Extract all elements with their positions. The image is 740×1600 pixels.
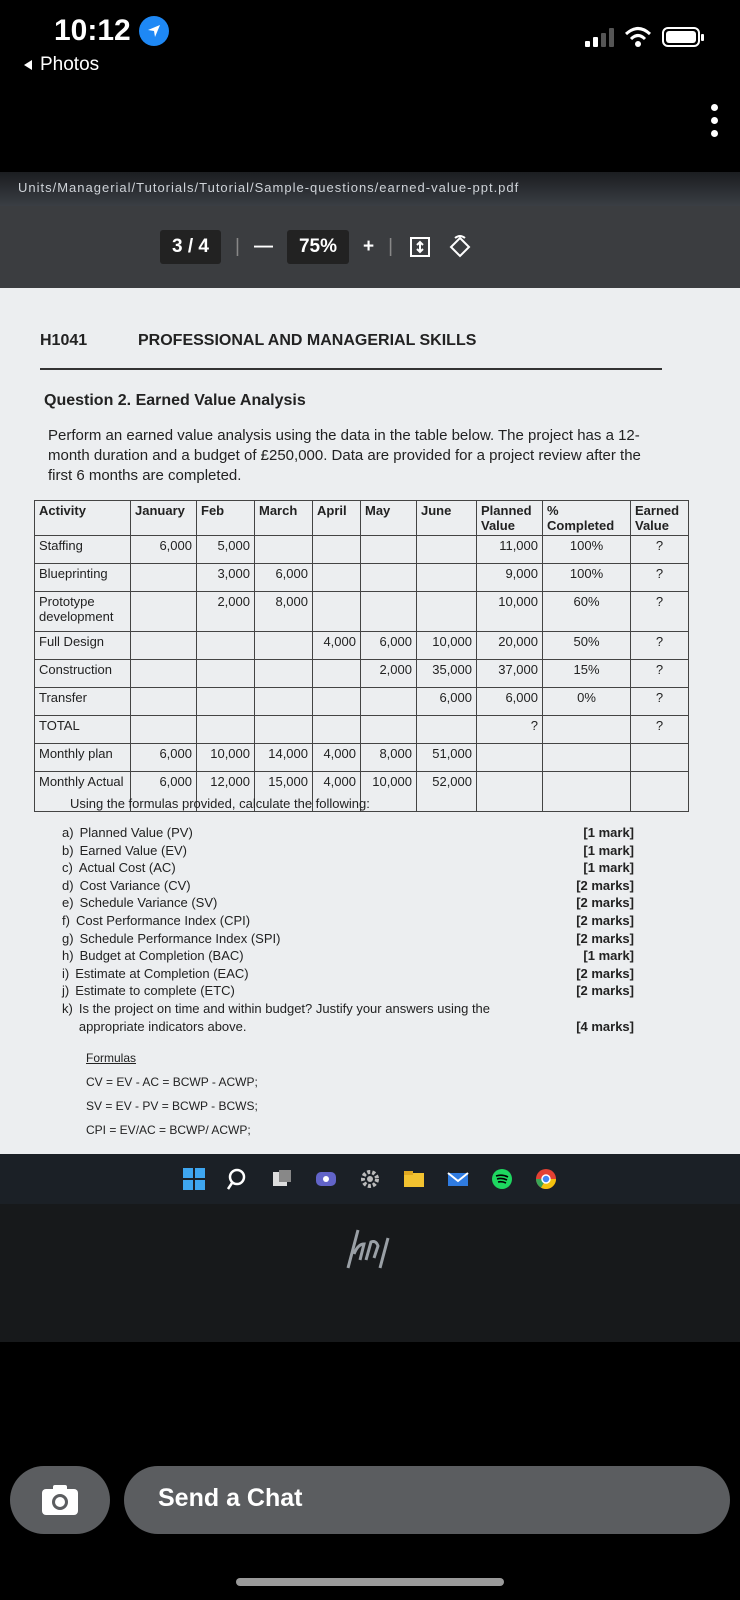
back-app-label: Photos — [40, 54, 100, 75]
table-cell — [361, 564, 417, 592]
task-marks: [2 marks] — [576, 895, 634, 911]
row-label-cell: Monthly plan — [35, 744, 131, 772]
table-cell — [417, 564, 477, 592]
hp-logo-icon — [336, 1224, 396, 1274]
table-cell: 12,000 — [197, 772, 255, 812]
table-row — [35, 592, 689, 632]
table-cell — [255, 688, 313, 716]
table-cell — [477, 772, 543, 812]
table-cell: 15,000 — [255, 772, 313, 812]
table-cell: 8,000 — [361, 744, 417, 772]
task-item: i) Estimate at Completion (EAC) [2 marks] — [62, 965, 634, 981]
table-cell: 9,000 — [477, 564, 543, 592]
table-cell: ? — [631, 688, 689, 716]
table-cell: 51,000 — [417, 744, 477, 772]
table-cell — [255, 716, 313, 744]
table-cell — [131, 660, 197, 688]
table-cell — [543, 772, 631, 812]
table-cell: 100% — [543, 536, 631, 564]
status-indicators — [585, 26, 700, 48]
table-cell — [313, 564, 361, 592]
table-header-row — [35, 501, 689, 536]
rotate-icon[interactable] — [447, 234, 473, 260]
table-cell: 10,000 — [417, 632, 477, 660]
table-cell — [313, 688, 361, 716]
table-cell — [131, 688, 197, 716]
table-cell — [417, 716, 477, 744]
table-cell — [197, 716, 255, 744]
task-marks: [1 mark] — [583, 860, 634, 876]
question-title: Question 2. Earned Value Analysis — [44, 392, 306, 409]
table-row — [35, 744, 689, 772]
table-cell: 52,000 — [417, 772, 477, 812]
table-cell — [543, 716, 631, 744]
wifi-icon — [624, 26, 652, 48]
table-cell: ? — [631, 660, 689, 688]
table-cell: ? — [631, 536, 689, 564]
formula-line: CPI = EV/AC = BCWP/ ACWP; — [86, 1123, 251, 1137]
table-cell: 11,000 — [477, 536, 543, 564]
table-cell: ? — [631, 564, 689, 592]
task-item: j) Estimate to complete (ETC) [2 marks] — [62, 983, 634, 999]
fit-page-icon[interactable] — [407, 234, 433, 260]
chat-bar — [10, 1466, 730, 1534]
table-cell: 20,000 — [477, 632, 543, 660]
col-header: June — [417, 501, 477, 536]
toolbar-divider: | — [388, 236, 394, 257]
toolbar-divider: | — [235, 236, 240, 257]
table-cell — [631, 772, 689, 812]
table-cell: 100% — [543, 564, 631, 592]
table-cell: 2,000 — [197, 592, 255, 632]
col-header: March — [255, 501, 313, 536]
instructions-text: Using the formulas provided, calculate the following: — [70, 796, 370, 811]
table-cell: 5,000 — [197, 536, 255, 564]
row-label-cell: Staffing — [35, 536, 131, 564]
task-marks: [1 mark] — [583, 842, 634, 858]
battery-icon — [662, 27, 700, 47]
table-cell: 3,000 — [197, 564, 255, 592]
row-label-cell: TOTAL — [35, 716, 131, 744]
zoom-out-button[interactable]: — — [253, 236, 273, 257]
header-divider — [40, 368, 662, 370]
task-list — [62, 824, 634, 1035]
table-cell — [417, 592, 477, 632]
task-marks: [1 mark] — [583, 825, 634, 840]
table-cell — [361, 592, 417, 632]
home-indicator[interactable] — [236, 1578, 504, 1586]
cellular-signal-icon — [585, 27, 614, 47]
table-row — [35, 564, 689, 592]
task-marks: [2 marks] — [576, 912, 634, 928]
table-cell — [255, 660, 313, 688]
chrome-icon — [534, 1167, 558, 1191]
table-row — [35, 688, 689, 716]
task-marks: [1 mark] — [583, 948, 634, 964]
table-cell: 15% — [543, 660, 631, 688]
table-cell — [543, 744, 631, 772]
back-to-photos-link[interactable] — [22, 54, 99, 76]
row-label-cell: Blueprinting — [35, 564, 131, 592]
formulas-section — [86, 1046, 258, 1142]
col-header: Planned Value — [477, 501, 543, 536]
table-cell — [197, 660, 255, 688]
task-item: g) Schedule Performance Index (SPI) [2 marks] — [62, 930, 634, 946]
table-cell — [477, 744, 543, 772]
task-marks: [2 marks] — [576, 877, 634, 893]
pdf-toolbar — [0, 206, 740, 288]
table-cell: 6,000 — [131, 744, 197, 772]
table-cell: 6,000 — [255, 564, 313, 592]
module-code: H1041 — [40, 332, 88, 349]
task-item: e) Schedule Variance (SV) [2 marks] — [62, 895, 634, 911]
table-cell: 37,000 — [477, 660, 543, 688]
more-options-icon[interactable] — [711, 104, 718, 137]
table-cell — [131, 592, 197, 632]
table-cell: 10,000 — [197, 744, 255, 772]
table-cell — [361, 716, 417, 744]
row-label-cell: Prototype development — [35, 592, 131, 632]
col-header: April — [313, 501, 361, 536]
task-item: d) Cost Variance (CV) [2 marks] — [62, 877, 634, 893]
col-header: Feb — [197, 501, 255, 536]
table-cell: 6,000 — [417, 688, 477, 716]
table-cell: 35,000 — [417, 660, 477, 688]
col-header: Earned Value — [631, 501, 689, 536]
teams-icon — [314, 1167, 338, 1191]
table-row — [35, 660, 689, 688]
table-cell — [255, 632, 313, 660]
zoom-in-button[interactable]: + — [362, 236, 375, 257]
formula-line: CV = EV - AC = BCWP - ACWP; — [86, 1075, 258, 1089]
back-triangle-icon — [22, 59, 34, 71]
table-cell — [131, 564, 197, 592]
col-header: January — [131, 501, 197, 536]
browser-url: Units/Managerial/Tutorials/Tutorial/Sample-questions/earned-value-ppt.pdf — [0, 172, 740, 206]
table-cell: 0% — [543, 688, 631, 716]
table-cell: 6,000 — [477, 688, 543, 716]
status-time — [54, 14, 169, 48]
table-cell: 6,000 — [131, 772, 197, 812]
table-cell: ? — [631, 592, 689, 632]
col-header: Activity — [35, 501, 131, 536]
file-explorer-icon — [402, 1167, 426, 1191]
search-icon — [226, 1167, 250, 1191]
clock: 10:12 — [54, 14, 131, 47]
settings-gear-icon — [358, 1167, 382, 1191]
spotify-icon — [490, 1167, 514, 1191]
table-cell — [197, 688, 255, 716]
mail-icon — [446, 1167, 470, 1191]
table-cell — [313, 536, 361, 564]
task-item: k) Is the project on time and within budget? Justify your answers using the appropriate indicators above. [4 marks] — [62, 1000, 634, 1034]
task-item: a) Planned Value (PV) [1 mark] — [62, 825, 634, 840]
row-label-cell: Monthly Actual — [35, 772, 131, 812]
windows-taskbar — [0, 1154, 740, 1204]
table-cell — [131, 716, 197, 744]
table-cell: 6,000 — [131, 536, 197, 564]
table-cell — [197, 632, 255, 660]
table-cell: ? — [631, 632, 689, 660]
send-chat-input[interactable]: Send a Chat — [124, 1466, 730, 1534]
table-cell: 14,000 — [255, 744, 313, 772]
formula-line: SV = EV - PV = BCWP - BCWS; — [86, 1099, 258, 1113]
camera-icon — [40, 1483, 80, 1517]
task-view-icon — [270, 1167, 294, 1191]
table-cell: 4,000 — [313, 744, 361, 772]
table-cell: 6,000 — [361, 632, 417, 660]
camera-button[interactable] — [10, 1466, 110, 1534]
table-cell: 4,000 — [313, 632, 361, 660]
pdf-page — [0, 288, 740, 1154]
photo-viewer — [0, 172, 740, 1342]
module-title: PROFESSIONAL AND MANAGERIAL SKILLS — [138, 332, 477, 349]
table-cell — [361, 536, 417, 564]
task-marks: [4 marks] — [576, 1018, 634, 1034]
table-cell: 10,000 — [477, 592, 543, 632]
earned-value-table — [34, 500, 689, 812]
table-cell — [417, 536, 477, 564]
table-cell — [313, 716, 361, 744]
table-cell: 8,000 — [255, 592, 313, 632]
row-label-cell: Full Design — [35, 632, 131, 660]
page-indicator[interactable]: 3 / 4 — [160, 230, 221, 264]
row-label-cell: Transfer — [35, 688, 131, 716]
task-item: b) Earned Value (EV) [1 mark] — [62, 842, 634, 858]
table-cell — [131, 632, 197, 660]
zoom-level[interactable]: 75% — [287, 230, 349, 264]
windows-start-icon — [182, 1167, 206, 1191]
table-cell — [313, 660, 361, 688]
table-cell — [631, 744, 689, 772]
task-marks: [2 marks] — [576, 965, 634, 981]
table-cell: 2,000 — [361, 660, 417, 688]
location-arrow-icon — [139, 16, 169, 46]
table-cell — [361, 688, 417, 716]
col-header: % Completed — [543, 501, 631, 536]
task-marks: [2 marks] — [576, 930, 634, 946]
task-item: c) Actual Cost (AC) [1 mark] — [62, 860, 634, 876]
task-item: h) Budget at Completion (BAC) [1 mark] — [62, 948, 634, 964]
table-cell — [255, 536, 313, 564]
table-row — [35, 632, 689, 660]
formulas-heading: Formulas — [86, 1051, 137, 1065]
task-marks: [2 marks] — [576, 983, 634, 999]
question-body: Perform an earned value analysis using the data in the table below. The project has a 12-month duration and a budget of £250,000. Data are provided for a project review after the first 6 months are completed. — [48, 427, 641, 484]
table-row — [35, 716, 689, 744]
table-cell: 10,000 — [361, 772, 417, 812]
table-cell — [313, 592, 361, 632]
table-cell: ? — [477, 716, 543, 744]
col-header: May — [361, 501, 417, 536]
table-cell: 60% — [543, 592, 631, 632]
task-item: f) Cost Performance Index (CPI) [2 marks] — [62, 912, 634, 928]
row-label-cell: Construction — [35, 660, 131, 688]
table-cell: 4,000 — [313, 772, 361, 812]
table-cell: 50% — [543, 632, 631, 660]
table-row — [35, 536, 689, 564]
table-cell: ? — [631, 716, 689, 744]
